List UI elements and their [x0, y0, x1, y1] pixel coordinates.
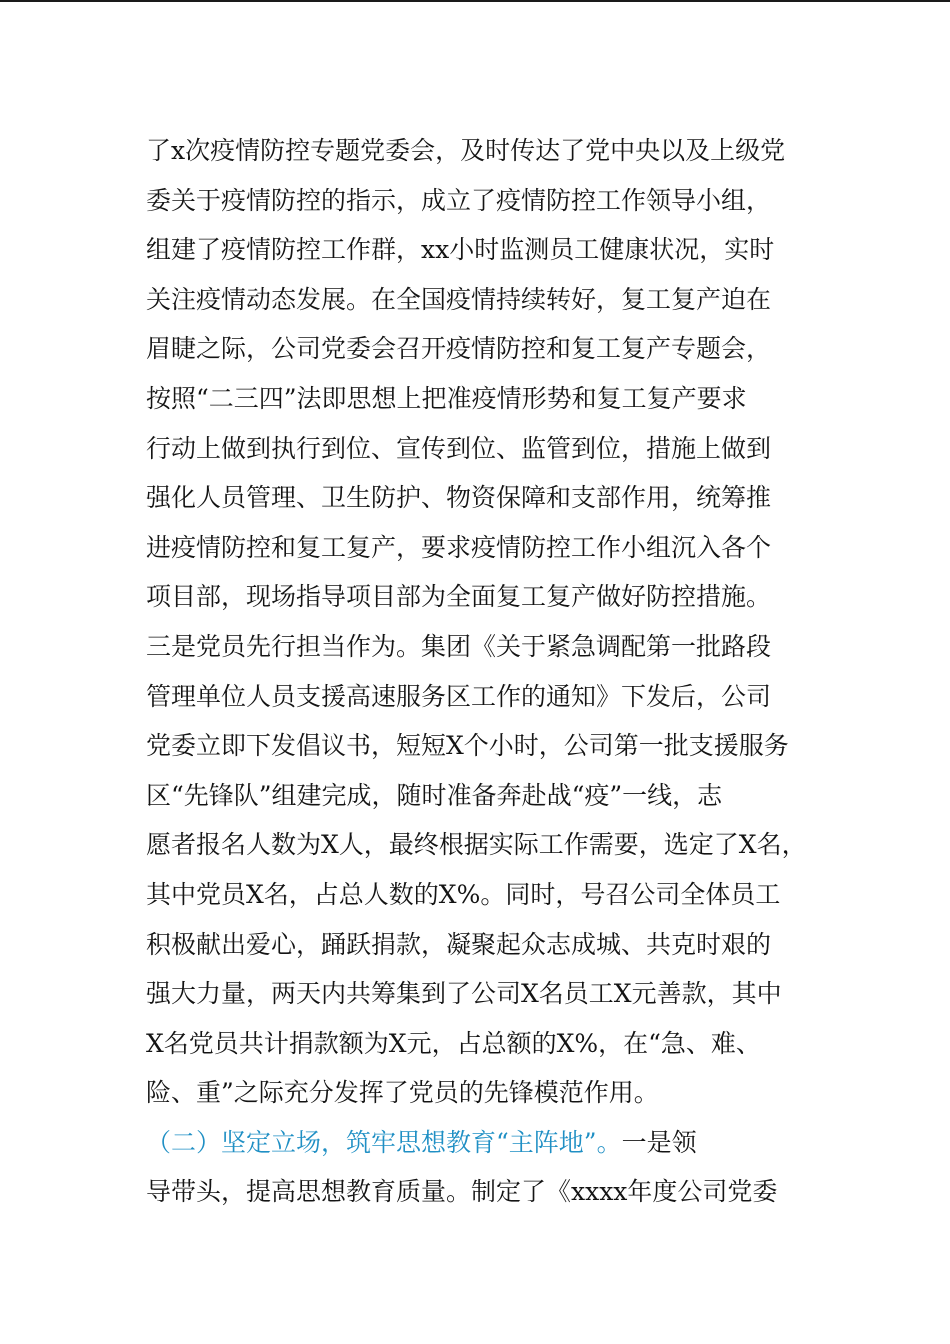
text-line: 党委立即下发倡议书，短短X个小时，公司第一批支援服务 [146, 731, 789, 761]
text-line: 强大力量，两天内共筹集到了公司X名员工X元善款，其中 [146, 979, 782, 1009]
text-line: X名党员共计捐款额为X元，占总额的X%，在“急、难、 [146, 1028, 761, 1058]
text-line: 区“先锋队”组建完成，随时准备奔赴战“疫”一线，志 [146, 780, 723, 810]
section-heading-line [146, 1118, 846, 1168]
top-rule [0, 0, 950, 2]
text-line: 积极献出爱心，踊跃捐款，凝聚起众志成城、共克时艰的 [146, 929, 772, 959]
text-line: 强化人员管理、卫生防护、物资保障和支部作用，统筹推 [146, 483, 772, 513]
text-line: 管理单位人员支援高速服务区工作的通知》下发后，公司 [146, 681, 772, 711]
text-line: 进疫情防控和复工复产，要求疫情防控工作小组沉入各个 [146, 532, 772, 562]
text-line: 组建了疫情防控工作群，xx小时监测员工健康状况，实时 [146, 235, 775, 265]
text-line: 了x次疫情防控专题党委会，及时传达了党中央以及上级党 [146, 136, 786, 165]
text-line: 按照“二三四”法即思想上把准疫情形势和复工复产要求 [146, 383, 747, 413]
text-line: 关注疫情动态发展。在全国疫情持续转好，复工复产迫在 [146, 284, 772, 314]
text-line: 委关于疫情防控的指示，成立了疫情防控工作领导小组， [146, 185, 772, 215]
text-line: 项目部，现场指导项目部为全面复工复产做好防控措施。 [146, 582, 772, 612]
text-line: 愿者报名人数为X人，最终根据实际工作需要，选定了X名， [146, 830, 807, 860]
text-line: 导带头，提高思想教育质量。制定了《xxxx年度公司党委 [146, 1177, 778, 1207]
section-heading-continuation: 一是领 [621, 1127, 697, 1157]
text-line: 行动上做到执行到位、宣传到位、监管到位，措施上做到 [146, 433, 772, 463]
body-text [146, 126, 846, 1217]
text-line: 三是党员先行担当作为。集团《关于紧急调配第一批路段 [146, 631, 772, 661]
text-line: 其中党员X名，占总人数的X%。同时，号召公司全体员工 [146, 879, 781, 909]
text-line: 眉睫之际，公司党委会召开疫情防控和复工复产专题会， [146, 334, 772, 364]
text-line: 险、重”之际充分发挥了党员的先锋模范作用。 [146, 1078, 659, 1108]
section-heading: （二）坚定立场，筑牢思想教育“主阵地”。 [146, 1127, 622, 1157]
